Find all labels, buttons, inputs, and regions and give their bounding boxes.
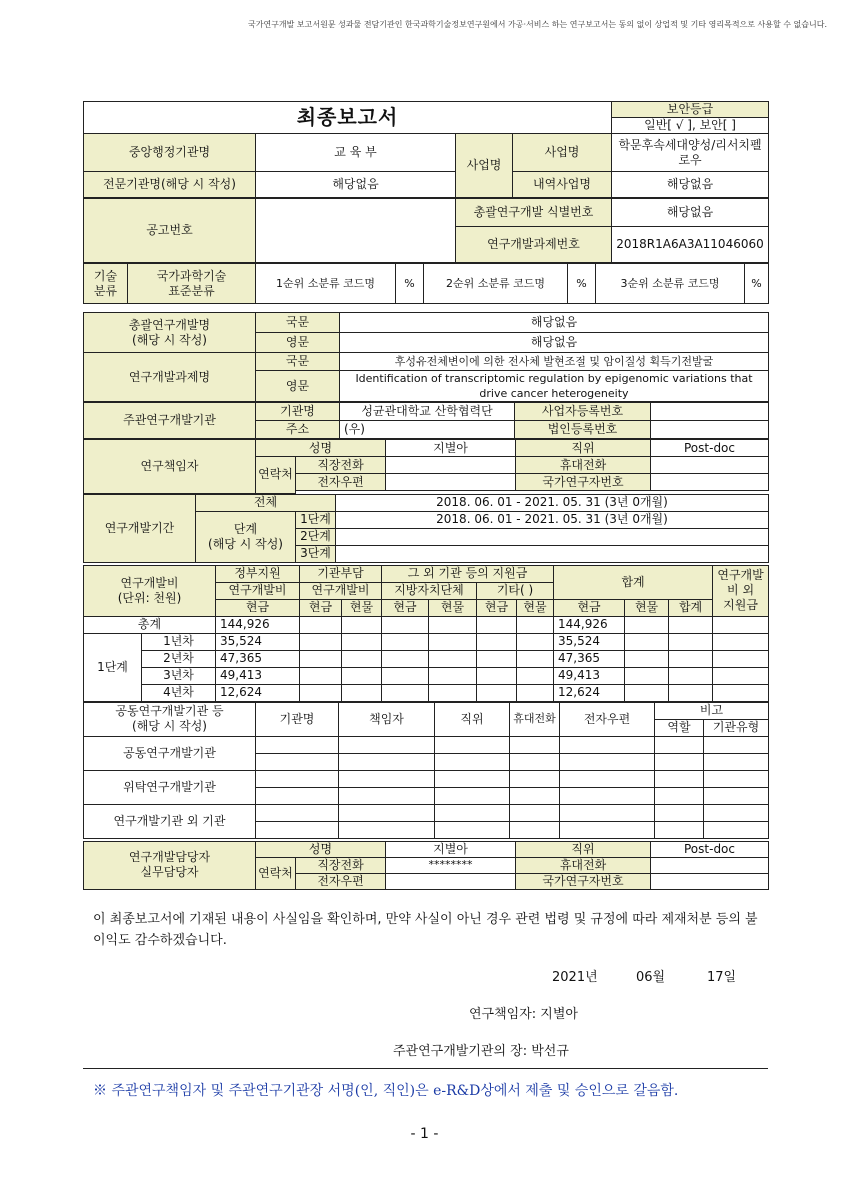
- std-class-label: 국가과학기술 표준분류: [128, 264, 256, 304]
- outside-label: 연구개발비 외 지원금: [713, 565, 769, 616]
- period-total-value: 2018. 06. 01 - 2021. 05. 31 (3년 0개월): [336, 494, 769, 511]
- other-label: 그 외 기관 등의 지원금: [382, 565, 554, 582]
- pi-email-value: [386, 474, 516, 491]
- sum-label: 합계: [554, 565, 713, 599]
- overall-id-value: 해당없음: [612, 199, 769, 227]
- manager-pos-label: 직위: [516, 841, 651, 857]
- joint-table: [83, 702, 769, 839]
- pi-pos-value: Post-doc: [651, 440, 769, 457]
- budget-row-sum: 12,624: [554, 684, 625, 701]
- business-name-label: 사업명: [513, 134, 612, 172]
- agency-label: 전문기관명(해당 시 작성): [84, 172, 256, 198]
- manager-name-value: 지별아: [386, 841, 516, 857]
- budget-row-sum: 47,365: [554, 650, 625, 667]
- task-number-label: 연구개발과제번호: [456, 227, 612, 263]
- host-addr-value: (우): [340, 421, 515, 439]
- class-3-pct: %: [745, 264, 769, 304]
- date-year: 2021년: [552, 970, 598, 985]
- class-1-pct: %: [396, 264, 424, 304]
- joint-head-label: 책임자: [339, 702, 435, 736]
- overall-kor-value: 해당없음: [340, 313, 769, 333]
- budget-row-cash: 12,624: [216, 684, 300, 701]
- pi-contact-label: 연락처: [256, 457, 296, 494]
- joint-email-label: 전자우편: [560, 702, 655, 736]
- period-stage-label: 단계 (해당 시 작성): [196, 511, 296, 562]
- joint-name-label: 기관명: [256, 702, 339, 736]
- host-label: 주관연구개발기관: [84, 403, 256, 439]
- pi-email-label: 전자우편: [296, 474, 386, 491]
- budget-total-cash: 144,926: [216, 616, 300, 633]
- inst-label-2: 연구개발비: [300, 582, 382, 599]
- task-kor-label: 국문: [256, 353, 340, 371]
- notice-table: [83, 198, 769, 263]
- ministry-label: 중앙행정기관명: [84, 134, 256, 172]
- stage-2-label: 2단계: [296, 528, 336, 545]
- notice-number-value: [256, 199, 456, 263]
- inst-kind-label: 현물: [342, 599, 382, 616]
- date-day: 17일: [707, 970, 737, 985]
- overall-eng-value: 해당없음: [340, 333, 769, 353]
- overall-name-label: 총괄연구개발명 (해당 시 작성): [84, 313, 256, 353]
- business-name-value: 학문후속세대양성/리서치펠로우: [612, 134, 769, 172]
- inst-label: 기관부담: [300, 565, 382, 582]
- budget-row-label: 3년차: [142, 667, 216, 684]
- manager-natno-value: [651, 873, 769, 889]
- budget-label: 연구개발비 (단위: 천원): [84, 565, 216, 616]
- report-cover-table: [83, 101, 768, 890]
- period-label: 연구개발기간: [84, 494, 196, 562]
- joint-row-1-label: 공동연구개발기관: [84, 736, 256, 770]
- budget-row-label: 1년차: [142, 633, 216, 650]
- host-name-value: 성균관대학교 산학협력단: [340, 403, 515, 421]
- sum-sum-label: 합계: [669, 599, 713, 616]
- manager-pos-value: Post-doc: [651, 841, 769, 857]
- period-total-label: 전체: [196, 494, 336, 511]
- sum-kind-label: 현물: [625, 599, 669, 616]
- corp-reg-label: 법인등록번호: [515, 421, 651, 439]
- class-3-label: 3순위 소분류 코드명: [596, 264, 745, 304]
- header-table: [83, 101, 769, 198]
- manager-contact-label: 연락처: [256, 857, 296, 889]
- pi-name-value: 지별아: [386, 440, 516, 457]
- task-number-value: 2018R1A6A3A11046060: [612, 227, 769, 263]
- budget-row-cash: 47,365: [216, 650, 300, 667]
- local-label: 지방자치단체: [382, 582, 477, 599]
- budget-row-sum: 49,413: [554, 667, 625, 684]
- copyright-notice: 국가연구개발 보고서원문 성과물 전담기관인 한국과학기술정보연구원에서 가공·서비스 하는 연구보고서는 동의 없이 상업적 및 기타 영리목적으로 사용할 수 없습니다.: [248, 20, 827, 29]
- period-table: [83, 494, 769, 563]
- budget-row-sum: 35,524: [554, 633, 625, 650]
- budget-row-cash: 49,413: [216, 667, 300, 684]
- pi-mobile-value: [651, 457, 769, 474]
- task-name-label: 연구개발과제명: [84, 353, 256, 402]
- pi-pos-label: 직위: [516, 440, 651, 457]
- attestation-text: 이 최종보고서에 기재된 내용이 사실임을 확인하며, 만약 사실이 아닌 경우 관련 법령 및 규정에 따라 제재처분 등의 불이익도 감수하겠습니다.: [93, 912, 758, 948]
- budget-stage-label: 1단계: [84, 633, 142, 701]
- budget-row-label: 2년차: [142, 650, 216, 667]
- budget-total-sum: 144,926: [554, 616, 625, 633]
- class-2-label: 2순위 소분류 코드명: [424, 264, 568, 304]
- pi-label: 연구책임자: [84, 440, 256, 494]
- overall-eng-label: 영문: [256, 333, 340, 353]
- joint-row-3-label: 연구개발기관 외 기관: [84, 804, 256, 838]
- host-table: [83, 402, 769, 439]
- local-cash-label: 현금: [382, 599, 429, 616]
- corp-reg-value: [651, 421, 769, 439]
- footnote: ※ 주관연구책임자 및 주관연구기관장 서명(인, 직인)은 e-R&D상에서 제출 및 승인으로 갈음함.: [93, 1083, 679, 1099]
- budget-table: [83, 565, 769, 702]
- pi-work-tel-label: 직장전화: [296, 457, 386, 474]
- stage-1-label: 1단계: [296, 511, 336, 528]
- task-kor-value: 후성유전체변이에 의한 전사체 발현조절 및 암이질성 획득기전발굴: [340, 353, 769, 371]
- stage-3-label: 3단계: [296, 545, 336, 562]
- notice-number-label: 공고번호: [84, 199, 256, 263]
- manager-email-value: [386, 873, 516, 889]
- security-label: 보안등급: [612, 102, 769, 118]
- host-addr-label: 주소: [256, 421, 340, 439]
- class-1-label: 1순위 소분류 코드명: [256, 264, 396, 304]
- gov-label-2: 연구개발비: [216, 582, 300, 599]
- tech-class-label: 기술 분류: [84, 264, 128, 304]
- host-signature: 주관연구개발기관의 장: 박선규: [393, 1044, 569, 1059]
- manager-email-label: 전자우편: [296, 873, 386, 889]
- pi-natno-label: 국가연구자번호: [516, 474, 651, 491]
- page-title: 최종보고서: [84, 102, 612, 134]
- class-2-pct: %: [568, 264, 596, 304]
- ministry-value: 교 육 부: [256, 134, 456, 172]
- sub-business-label: 내역사업명: [513, 172, 612, 198]
- agency-value: 해당없음: [256, 172, 456, 198]
- overall-kor-label: 국문: [256, 313, 340, 333]
- manager-name-label: 성명: [256, 841, 386, 857]
- manager-work-tel-label: 직장전화: [296, 857, 386, 873]
- host-name-label: 기관명: [256, 403, 340, 421]
- overall-id-label: 총괄연구개발 식별번호: [456, 199, 612, 227]
- pi-mobile-label: 휴대전화: [516, 457, 651, 474]
- stage-3-value: [336, 545, 769, 562]
- biz-reg-value: [651, 403, 769, 421]
- joint-role-label: 역할: [655, 719, 704, 736]
- manager-mobile-value: [651, 857, 769, 873]
- budget-row-label: 4년차: [142, 684, 216, 701]
- budget-total-label: 총계: [84, 616, 216, 633]
- pi-work-tel-value: [386, 457, 516, 474]
- divider: [83, 1068, 768, 1069]
- biz-reg-label: 사업자등록번호: [515, 403, 651, 421]
- page-number: - 1 -: [410, 1126, 439, 1142]
- sub-business-value: 해당없음: [612, 172, 769, 198]
- pi-signature: 연구책임자: 지별아: [469, 1007, 578, 1022]
- security-value: 일반[ √ ], 보안[ ]: [612, 118, 769, 134]
- classification-table: [83, 263, 769, 304]
- manager-table: [83, 841, 769, 890]
- names-table: [83, 312, 769, 402]
- business-label: 사업명: [456, 134, 513, 198]
- pi-name-label: 성명: [256, 440, 386, 457]
- stage-2-value: [336, 528, 769, 545]
- joint-row-2-label: 위탁연구개발기관: [84, 770, 256, 804]
- gov-cash-label: 현금: [216, 599, 300, 616]
- etc-label: 기타( ): [477, 582, 554, 599]
- etc-cash-label: 현금: [477, 599, 517, 616]
- local-kind-label: 현물: [429, 599, 477, 616]
- manager-label: 연구개발담당자 실무담당자: [84, 841, 256, 889]
- inst-cash-label: 현금: [300, 599, 342, 616]
- manager-natno-label: 국가연구자번호: [516, 873, 651, 889]
- manager-work-tel-value: ********: [386, 857, 516, 873]
- budget-row-cash: 35,524: [216, 633, 300, 650]
- pi-natno-value: [651, 474, 769, 491]
- joint-label: 공동연구개발기관 등 (해당 시 작성): [84, 702, 256, 736]
- gov-label: 정부지원: [216, 565, 300, 582]
- task-eng-label: 영문: [256, 371, 340, 402]
- task-eng-value: Identification of transcriptomic regulation by epigenomic variations that drive cancer heterogeneity: [340, 371, 769, 402]
- etc-kind-label: 현물: [517, 599, 554, 616]
- joint-pos-label: 직위: [435, 702, 510, 736]
- date-month: 06월: [636, 970, 666, 985]
- joint-type-label: 기관유형: [704, 719, 769, 736]
- sum-cash-label: 현금: [554, 599, 625, 616]
- pi-table: [83, 439, 769, 494]
- manager-mobile-label: 휴대전화: [516, 857, 651, 873]
- joint-note-label: 비고: [655, 702, 769, 719]
- joint-mobile-label: 휴대전화: [510, 702, 560, 736]
- stage-1-value: 2018. 06. 01 - 2021. 05. 31 (3년 0개월): [336, 511, 769, 528]
